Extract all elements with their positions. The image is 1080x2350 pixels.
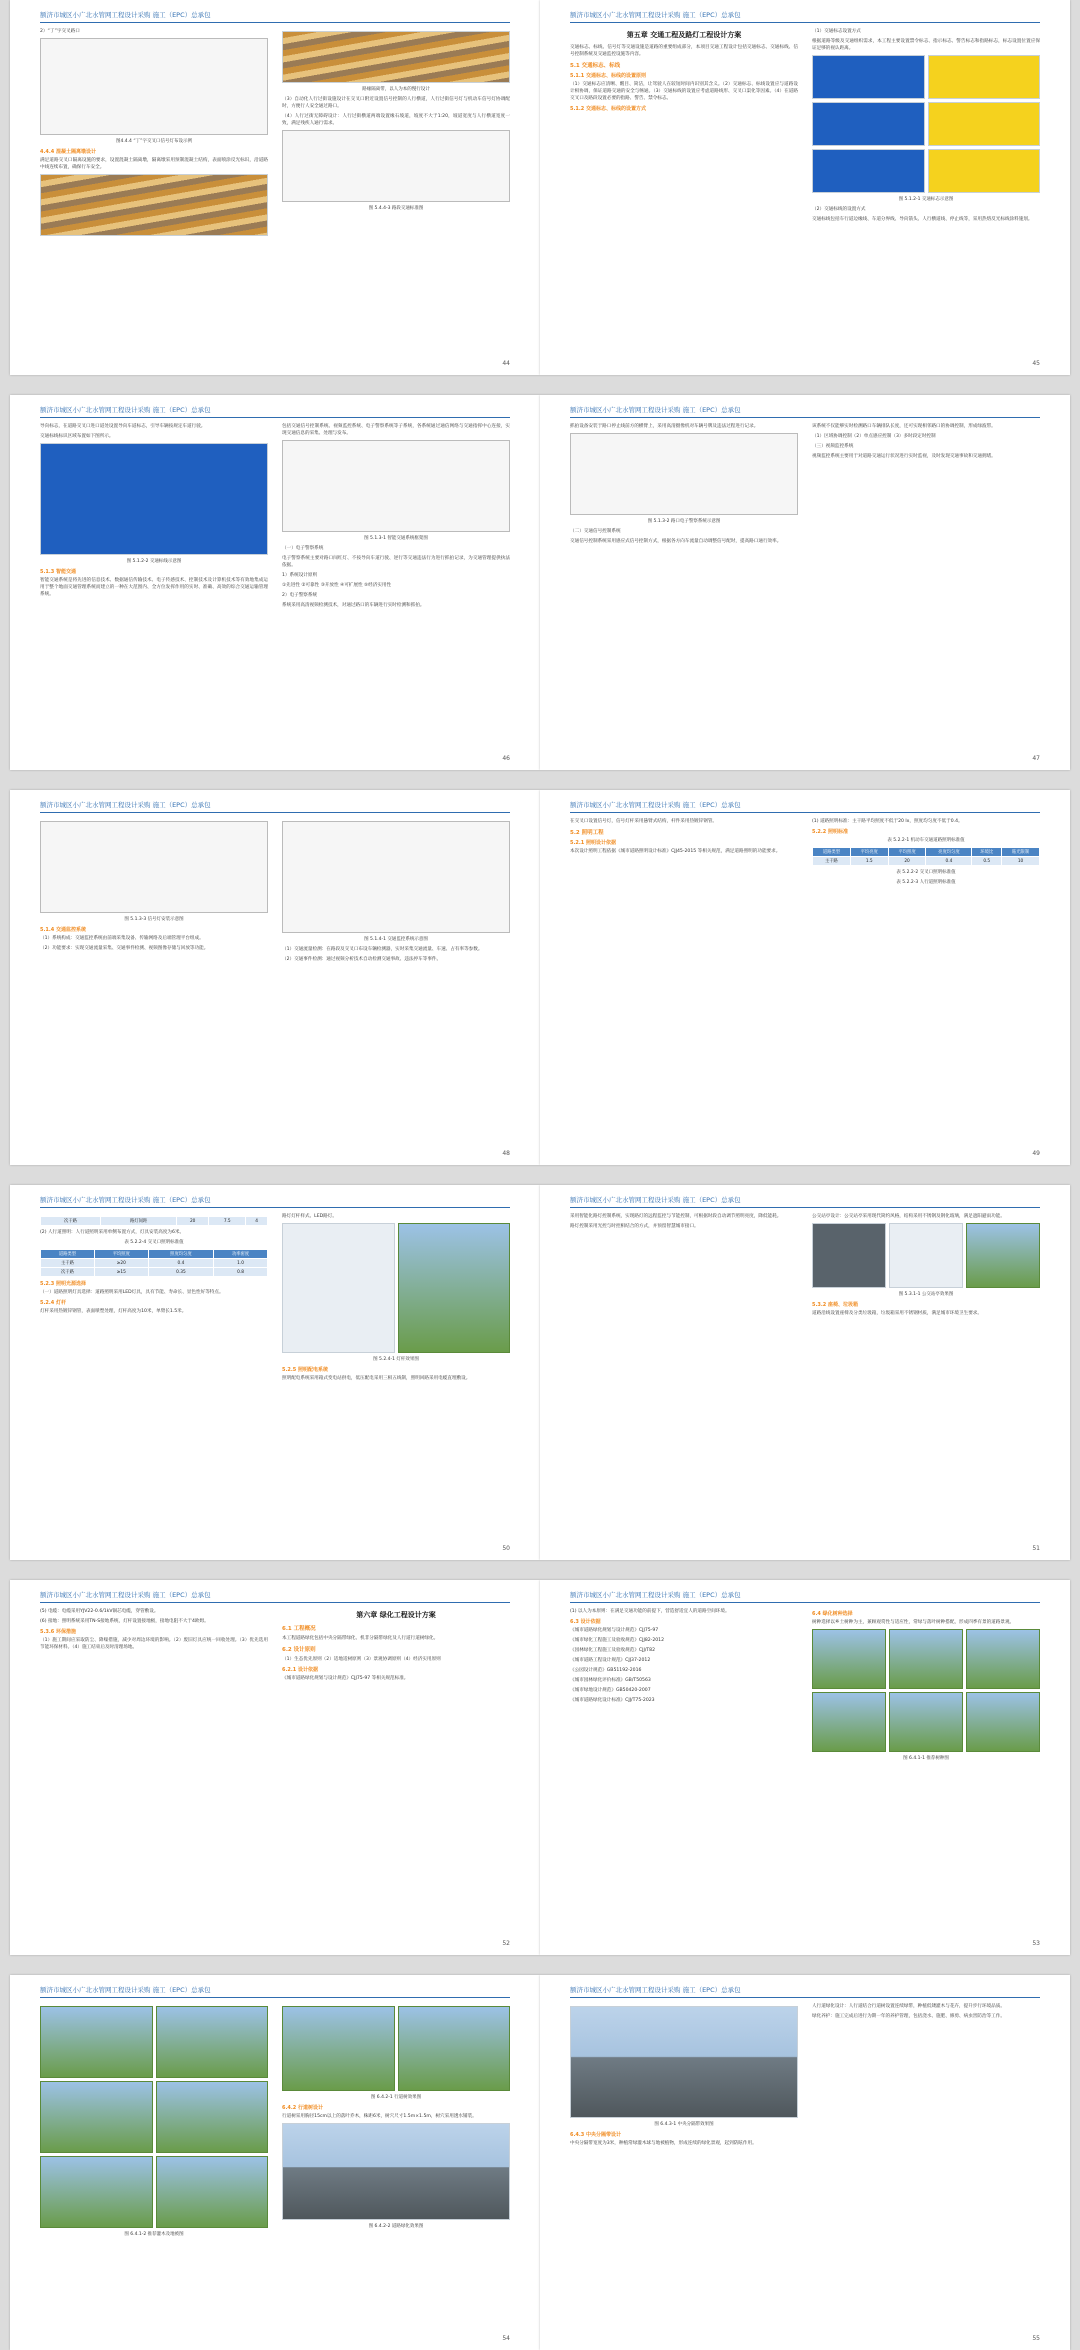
page-text: （4）人行过街无障碍设计：人行过街横道两端设置缘石坡道，坡度不大于1:20，坡道宽度与人行横道宽度一致，满足残疾人通行需求。 [282, 114, 510, 126]
page-left-column [40, 818, 268, 1143]
page-text: 交通标线包括车行道边缘线、车道分界线、导向箭头、人行横道线、停止线等，采用热熔反光标线涂料施划。 [812, 217, 1033, 222]
page-right-column [282, 1213, 510, 1538]
intersection-monitor-diagram [282, 821, 510, 933]
table-cell: 0.4 [148, 1259, 213, 1268]
traffic-sign-image [812, 102, 925, 146]
tree-image [889, 1692, 963, 1752]
document-page [10, 1975, 540, 2350]
document-page [540, 1580, 1070, 1955]
page-header: 额济市城区小广北水管网工程设计采购 施工（EPC）总承包 [570, 10, 1040, 23]
list-item: 《园林绿化工程施工及验收规范》CJJ/T82 [570, 1648, 656, 1653]
table-cell: 次干路 [41, 1268, 95, 1277]
page-right-column [812, 28, 1040, 353]
list-item: 《城市道路绿化规划与设计规范》CJJ75-97 [570, 1628, 659, 1633]
page-text: （三）视频监控系统 [812, 444, 854, 449]
chapter-title: 第五章 交通工程及路灯工程设计方案 [626, 31, 742, 39]
street-tree-images [282, 2006, 510, 2091]
table-cell: 主干路 [41, 1259, 95, 1268]
tree-image [966, 1629, 1040, 1689]
page-text: 根据道路等级及交通组织需求，本工程主要设置禁令标志、指示标志、警告标志和指路标志，标志设置位置应保证足够的视认距离。 [812, 39, 1040, 51]
table-caption: 表 5.2.2-2 交叉口照明标准值 [896, 870, 956, 875]
road-marking-image [40, 443, 268, 555]
plant-images-row [40, 2081, 268, 2153]
traffic-sign-image [928, 55, 1041, 99]
page-number: 53 [1032, 1940, 1040, 1947]
page-header: 额济市城区小广北水管网工程设计采购 施工（EPC）总承包 [570, 1985, 1040, 1998]
page-left-column [570, 818, 798, 1143]
page-text: (6) 接地：照明系统采用TN-S接地系统，灯杆设置接地极，接地电阻不大于4欧姆。 [40, 1619, 209, 1624]
table-caption: 表 5.2.2-4 交叉口照明标准值 [124, 1240, 184, 1245]
table-row [41, 1259, 268, 1268]
tree-images-row [812, 1692, 1040, 1752]
page-text: 交通信号控制系统采用感应式信号控制方式，根据各方向车流量自动调整信号配时，提高路口通行效率。 [570, 539, 782, 544]
figure-caption: 图 5.1.3-1 智能交通系统框架图 [364, 536, 428, 541]
page-text: 视频监控系统主要用于对道路交通运行状况进行实时监视，及时发现交通事故和交通拥堵。 [812, 454, 996, 459]
page-header: 额济市城区小广北水管网工程设计采购 施工（EPC）总承包 [570, 1590, 1040, 1603]
table-caption: 表 5.2.2-1 机动车交通道路照明标准值 [887, 838, 965, 843]
page-text: 路灯控制采用光控与时控相结合的方式，并预留智慧城市接口。 [570, 1224, 699, 1229]
traffic-sign-image [812, 149, 925, 193]
page-text: （3）自动化人行过街设施设计在交叉口附近设置信号控制的人行横道，人行过街信号灯与机动车信号灯协调配时，方便行人安全通过路口。 [282, 97, 510, 109]
section-heading: 5.1.3 智能交通 [40, 569, 76, 575]
table-cell: 10 [1002, 857, 1040, 866]
lamp-post-image [398, 1223, 511, 1353]
page-text: 2）“丁”字交叉路口 [40, 29, 80, 34]
page-header: 额济市城区小广北水管网工程设计采购 施工（EPC）总承包 [570, 405, 1040, 418]
page-text: 《城市道路绿化规划与设计规范》CJJ75-97 等相关规范标准。 [282, 1676, 409, 1681]
page-text: 绿化养护：施工完成后进行为期一年的养护管理，包括浇水、施肥、修剪、病虫害防治等工作。 [812, 2014, 1005, 2019]
tree-image [966, 1692, 1040, 1752]
section-heading: 6.4 绿化树种选择 [812, 1611, 853, 1617]
table-header-cell: 亮度均匀度 [926, 848, 972, 857]
section-heading: 6.4.3 中央分隔带设计 [570, 2132, 621, 2138]
list-item: 《城市道路工程设计规范》CJJ37-2012 [570, 1658, 651, 1663]
page-number: 46 [502, 755, 510, 762]
street-tree-image [282, 2006, 395, 2091]
section-heading: 6.4.2 行道树设计 [282, 2105, 323, 2111]
page-text: 采用智能化路灯控制系统，实现路灯的远程监控与节能控制，可根据时段自动调节照明亮度，降低能耗。 [570, 1214, 782, 1219]
page-left-column [40, 2003, 268, 2328]
table-cell: 路灯间距 [100, 1217, 176, 1226]
figure-caption: 图 6.4.1-2 推荐灌木及地被图 [124, 2232, 184, 2237]
road-greening-image [282, 2123, 510, 2220]
page-left-column [40, 423, 268, 748]
page-left-column [40, 1608, 268, 1933]
figure-caption: 图 6.4.3-1 中央分隔带效果图 [654, 2122, 714, 2127]
section-heading: 5.3.2 座椅、垃圾箱 [812, 1302, 858, 1308]
table-cell: 1.0 [214, 1259, 268, 1268]
table-cell: 0.4 [926, 857, 972, 866]
page-header: 额济市城区小广北水管网工程设计采购 施工（EPC）总承包 [570, 1195, 1040, 1208]
page-left-column [570, 423, 798, 748]
page-text: （二）交通信号控制系统 [570, 529, 621, 534]
bus-shelter-image [966, 1223, 1040, 1288]
page-text: （一）道路照明灯具选择：道路照明采用LED灯具，具有节能、寿命长、显色性好等特点。 [40, 1290, 224, 1295]
bus-shelter-images [812, 1223, 1040, 1288]
page-right-column [282, 28, 510, 353]
bus-shelter-image [812, 1223, 886, 1288]
page-text: 满足道路交叉口隔离设施的要求，设置混凝土隔离墩，隔离墩采用预制混凝土结构，表面喷涂反光标识，沿道路中线连续布置，确保行车安全。 [40, 158, 268, 170]
page-text: (2) 人行道照明：人行道照明采用单侧布置方式，灯具安装高度为6米。 [40, 1230, 185, 1235]
page-text: 交通标线标识区域布置如下图所示。 [40, 434, 114, 439]
table-cell: 主干路 [813, 857, 851, 866]
traffic-sign-image [812, 55, 925, 99]
street-tree-image [398, 2006, 511, 2091]
document-page [10, 1185, 540, 1560]
page-number: 51 [1032, 1545, 1040, 1552]
list-item: 《城市道路绿化设计标准》CJJ/T75-2023 [570, 1698, 655, 1703]
document-page [10, 395, 540, 770]
page-text: 本工程道路绿化包括中央分隔带绿化、机非分隔带绿化及人行道行道树绿化。 [282, 1636, 439, 1641]
table-cell: 7.5 [209, 1217, 246, 1226]
page-text: 智能交通系统是将先进的信息技术、数据通信传输技术、电子传感技术、控制技术及计算机技术等有效地集成运用于整个地面交通管理系统而建立的一种在大范围内、全方位发挥作用的实时、准确、高效的综合交通运输管理系统。 [40, 578, 268, 597]
page-text: （1）交通标志应清晰、醒目、简洁，让驾驶人在较短时间内识别其含义。（2）交通标志、标线设置应与道路设计相协调，保证道路交通的安全与畅通。（3）交通标线的设置应考虑道路线形、交叉口渠化等因素。（4）在道路交叉口及路段设置必要的指路、警告、禁令标志。 [570, 82, 798, 101]
figure-caption: 路缘隔离带，以人为本的慢行设计 [362, 87, 430, 92]
table-cell: ≥15 [94, 1268, 148, 1277]
section-heading: 5.2.5 照明配电系统 [282, 1367, 328, 1373]
curb-diagram [282, 31, 510, 83]
page-number: 48 [502, 1150, 510, 1157]
page-header: 额济市城区小广北水管网工程设计采购 施工（EPC）总承包 [40, 10, 510, 23]
section-heading: 5.2.1 照明设计依据 [570, 840, 616, 846]
section-heading: 5.1.2 交通标志、标线的设置方式 [570, 106, 646, 112]
table-cell: 4 [246, 1217, 268, 1226]
page-number: 50 [502, 1545, 510, 1552]
page-left-column [570, 1608, 798, 1933]
page-text: 交通标志、标线、信号灯等交通设施是道路的重要组成部分，本项目交通工程设计包括交通标志、交通标线、信号控制系统及交通监控设施等内容。 [570, 45, 798, 57]
tree-image [812, 1629, 886, 1689]
page-right-column [812, 818, 1040, 1143]
page-left-column [570, 2003, 798, 2328]
table-header-cell: 道路类型 [813, 848, 851, 857]
page-number: 54 [502, 2335, 510, 2342]
page-header: 额济市城区小广北水管网工程设计采购 施工（EPC）总承包 [570, 800, 1040, 813]
document-page [10, 1580, 540, 1955]
page-right-column [282, 818, 510, 1143]
traffic-signs-grid [812, 55, 1040, 193]
page-text: 照明配电系统采用箱式变电站供电，低压配电采用三相五线制，照明回路采用电缆直埋敷设。 [282, 1376, 471, 1381]
chapter-title: 第六章 绿化工程设计方案 [356, 1611, 436, 1619]
page-header: 额济市城区小广北水管网工程设计采购 施工（EPC）总承包 [40, 1195, 510, 1208]
signal-light-diagram [40, 821, 268, 913]
section-heading: 4.4.4 混凝土隔离墩设计 [40, 149, 96, 155]
page-text: (5) 电缆：电缆采用YJV22-0.6/1kV铜芯电缆，穿管敷设。 [40, 1609, 159, 1614]
camera-diagram [570, 433, 798, 515]
system-framework-diagram [282, 440, 510, 532]
figure-caption: 图 6.4.2-2 道路绿化效果图 [368, 2224, 424, 2229]
page-number: 44 [502, 360, 510, 367]
table-header-cell: 平均照度 [888, 848, 926, 857]
lamp-post-image [282, 1223, 395, 1353]
figure-caption: 图 6.4.2-1 行道树效果图 [370, 2095, 422, 2100]
page-right-column [812, 1213, 1040, 1538]
table-header-cell: 环境比 [972, 848, 1002, 857]
table-header-cell: 功率密度 [214, 1250, 268, 1259]
intersection-diagram [40, 38, 268, 135]
table-header-cell: 道路类型 [41, 1250, 95, 1259]
road-section-diagram [282, 130, 510, 202]
page-text: 1）系统设计原则 [282, 573, 318, 578]
page-text: （1）交通标志设置方式 [812, 29, 861, 34]
section-heading: 6.1 工程概况 [282, 1626, 316, 1632]
figure-caption: 图4.4.4 “丁”字交叉口信号灯布设示例 [115, 139, 193, 144]
page-left-column [570, 1213, 798, 1538]
figure-caption: 图 5.1.3-2 路口电子警察系统示意图 [647, 519, 721, 524]
page-text: (1) 以人为本原则：在满足交通功能的前提下，营造舒适宜人的道路空间环境。 [570, 1609, 730, 1614]
document-page [10, 790, 540, 1165]
tree-images-row [812, 1629, 1040, 1689]
table-cell: 0.35 [148, 1268, 213, 1277]
page-text: ①先进性 ②可靠性 ③开放性 ④可扩展性 ⑤经济实用性 [282, 583, 392, 588]
page-text: 导向标志，在道路交叉口进口道处设置导向车道标志，引导车辆按规定车道行驶。 [40, 424, 206, 429]
document-page [540, 1185, 1070, 1560]
bus-shelter-image [889, 1223, 963, 1288]
plant-image [40, 2156, 153, 2228]
figure-caption: 图 5.1.4-1 交通监控系统示意图 [364, 937, 428, 942]
page-text: （1）交通流量检测：在路段及交叉口布设车辆检测器，实时采集交通流量、车速、占有率等参数。 [282, 947, 483, 952]
page-text: （2）功能要求：实现交通流量采集、交通事件检测、视频图像存储与回放等功能。 [40, 946, 209, 951]
document-page [540, 395, 1070, 770]
traffic-sign-image [928, 149, 1041, 193]
list-item: 《公园设计规范》GB51192-2016 [570, 1668, 642, 1673]
page-text: 路灯灯杆样式、LED路灯。 [282, 1214, 337, 1219]
pavement-layers-diagram [40, 174, 268, 236]
page-header: 额济市城区小广北水管网工程设计采购 施工（EPC）总承包 [40, 1985, 510, 1998]
tree-image [812, 1692, 886, 1752]
page-header: 额济市城区小广北水管网工程设计采购 施工（EPC）总承包 [40, 800, 510, 813]
page-text: 公交站亭设计：公交站亭采用现代简约风格，结构采用不锈钢及钢化玻璃，满足遮阳避雨功能。 [812, 1214, 1005, 1219]
table-caption: 表 5.2.2-3 人行道照明标准值 [896, 880, 956, 885]
page-text: （一）电子警察系统 [282, 546, 324, 551]
page-text: 系统采用高清视频检测技术，对通过路口的车辆进行实时检测和抓拍。 [282, 603, 425, 608]
table-cell: 1.5 [850, 857, 888, 866]
section-heading: 5.2 照明工程 [570, 830, 604, 836]
section-heading: 5.2.3 照明光源选择 [40, 1281, 86, 1287]
page-number: 55 [1032, 2335, 1040, 2342]
section-heading: 5.3.6 环保措施 [40, 1629, 76, 1635]
page-text: 本次设计照明工程依据《城市道路照明设计标准》CJJ45-2015 等相关规范，满足道路照明的功能要求。 [570, 849, 781, 854]
figure-caption: 图 5.4.4-3 路段交通标准图 [368, 206, 424, 211]
table-cell: 次干路 [41, 1217, 101, 1226]
list-item: 《城市绿化工程施工及验收规范》CJJ82-2012 [570, 1638, 665, 1643]
tree-image [889, 1629, 963, 1689]
page-text: 在交叉口设置信号灯，信号灯杆采用悬臂式结构，杆件采用热镀锌钢管。 [570, 819, 718, 824]
table-row [41, 1217, 268, 1226]
page-right-column [812, 423, 1040, 748]
document-page [10, 0, 540, 375]
page-text: 2）电子警察系统 [282, 593, 318, 598]
page-left-column [570, 28, 798, 353]
traffic-sign-image [928, 102, 1041, 146]
page-text: 电子警察系统主要对路口闯红灯、不按导向车道行驶、逆行等交通违法行为进行抓拍记录，为交通管理提供执法依据。 [282, 556, 510, 568]
table-cell: 0.8 [214, 1268, 268, 1277]
document-page [540, 1975, 1070, 2350]
plant-image [40, 2081, 153, 2153]
section-heading: 5.1 交通标志、标线 [570, 63, 621, 69]
page-text: 行道树采用胸径15cm以上的落叶乔木，株距6米，树穴尺寸1.5m×1.5m，树穴采用透水铺装。 [282, 2114, 477, 2119]
list-item: 《城市园林绿化评价标准》GB/T50563 [570, 1678, 651, 1683]
list-item: 《城市绿地设计规范》GB50420-2007 [570, 1688, 651, 1693]
page-text: 道路沿线设置座椅及分类垃圾箱，垃圾箱采用不锈钢材质，满足城市环境卫生要求。 [812, 1311, 982, 1316]
document-page [540, 790, 1070, 1165]
page-text: （1）生态优先原则（2）适地适树原则（3）景观协调原则（4）经济实用原则 [282, 1657, 441, 1662]
plant-image [40, 2006, 153, 2078]
table-cell: ≥20 [94, 1259, 148, 1268]
lamp-post-images [282, 1223, 510, 1353]
page-header: 额济市城区小广北水管网工程设计采购 施工（EPC）总承包 [40, 405, 510, 418]
section-heading: 6.2.1 设计依据 [282, 1667, 318, 1673]
figure-caption: 图 5.1.2-1 交通标志示意图 [898, 197, 954, 202]
page-number: 47 [1032, 755, 1040, 762]
table-row [41, 1268, 268, 1277]
section-heading: 5.1.4 交通监控系统 [40, 927, 86, 933]
section-heading: 5.1.1 交通标志、标线的设置原则 [570, 73, 646, 79]
section-heading: 6.2 设计原则 [282, 1647, 316, 1653]
page-number: 52 [502, 1940, 510, 1947]
page-right-column [282, 1608, 510, 1933]
page-number: 49 [1032, 1150, 1040, 1157]
table-header-cell: 平均亮度 [850, 848, 888, 857]
page-left-column [40, 1213, 268, 1538]
median-greening-image [570, 2006, 798, 2118]
table-cell: 20 [888, 857, 926, 866]
table-header-cell: 照度均匀度 [148, 1250, 213, 1259]
page-text: 灯杆采用热镀锌钢管，表面喷塑处理，灯杆高度为10米，单臂长1.5米。 [40, 1309, 187, 1314]
plant-image [156, 2081, 269, 2153]
figure-caption: 图 5.2.4-1 灯杆效果图 [373, 1357, 419, 1362]
plant-image [156, 2006, 269, 2078]
page-text: （1）施工期间应采取防尘、降噪措施，减少对周边环境的影响。（2）废旧灯具应统一回收处理。（3）优先选用节能环保材料。（4）施工结束后及时清理场地。 [40, 1638, 268, 1650]
table-cell: 0.5 [972, 857, 1002, 866]
page-text: 中央分隔带宽度为3米，种植常绿灌木球与地被植物，形成连续的绿化景观，起到防眩作用。 [570, 2141, 757, 2146]
page-left-column [40, 28, 268, 353]
page-text: 该系统不仅能够实时检测路口车辆排队长度，还可实现相邻路口的协调控制，形成绿波带。 [812, 424, 996, 429]
page-right-column [282, 2003, 510, 2328]
table-cell: 20 [177, 1217, 209, 1226]
page-text: （2）交通事件检测：通过视频分析技术自动检测交通事故、违法停车等事件。 [282, 957, 442, 962]
page-text: （1）系统构成：交通监控系统由前端采集设备、传输网络及后端管理平台组成。 [40, 936, 204, 941]
page-right-column [812, 1608, 1040, 1933]
figure-caption: 图 6.4.1-1 推荐树种图 [903, 1756, 949, 1761]
section-heading: 5.2.4 灯杆 [40, 1300, 66, 1306]
section-heading: 6.3 设计依据 [570, 1619, 601, 1625]
plant-images-row [40, 2156, 268, 2228]
page-right-column [282, 423, 510, 748]
page-text: （2）交通标线的设置方式 [812, 207, 866, 212]
page-number: 45 [1032, 360, 1040, 367]
page-right-column [812, 2003, 1040, 2328]
intersection-lighting-table [40, 1249, 268, 1277]
lighting-table [40, 1216, 268, 1226]
page-text: 树种选择以乡土树种为主，兼顾观赏性与适应性，常绿与落叶树种搭配，形成四季有景的道路景观。 [812, 1620, 1015, 1625]
plant-images-row [40, 2006, 268, 2078]
page-text: 抓拍设备安装于路口停止线前方的横臂上，采用高清摄像机对车辆号牌及违法过程进行记录。 [570, 424, 759, 429]
section-heading: 5.2.2 照明标准 [812, 829, 848, 835]
figure-caption: 图 5.1.2-2 交通标线示意图 [126, 559, 182, 564]
table-row [813, 857, 1040, 866]
figure-caption: 图 5.1.3-3 信号灯安装示意图 [124, 917, 184, 922]
table-header-cell: 眩光限制 [1002, 848, 1040, 857]
page-header: 额济市城区小广北水管网工程设计采购 施工（EPC）总承包 [40, 1590, 510, 1603]
document-page [540, 0, 1070, 375]
figure-caption: 图 5.3.1-1 公交站亭效果图 [898, 1292, 954, 1297]
page-text: 人行道绿化设计：人行道结合行道树设置连续绿带，种植低矮灌木与花卉，提升步行环境品质。 [812, 2004, 1005, 2009]
page-text: 包括交通信号控制系统、视频监控系统、电子警察系统等子系统，各系统通过通信网络与交通指挥中心连接，实现交通信息的采集、处理与发布。 [282, 424, 510, 436]
plant-image [156, 2156, 269, 2228]
lighting-standard-table [812, 847, 1040, 866]
page-text: (1) 道路照明标准：主干路平均照度不低于20 lx，照度均匀度不低于0.4。 [812, 819, 963, 824]
table-header-cell: 平均照度 [94, 1250, 148, 1259]
page-text: （1）区域协调控制（2）单点感应控制（3）多时段定时控制 [812, 434, 936, 439]
